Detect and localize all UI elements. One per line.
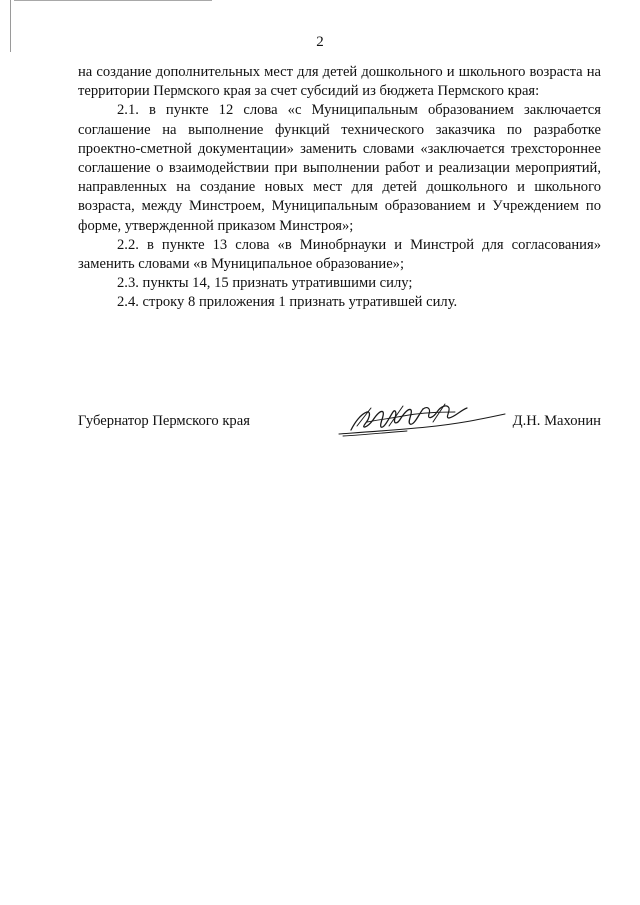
signatory-name: Д.Н. Махонин (512, 413, 601, 429)
paragraph-2-4: 2.4. строку 8 приложения 1 признать утратившей силу. (117, 294, 458, 311)
paragraph-2-1: 2.1. в пункте 12 слова «с Муниципальным образованием заключается соглашение на выполнение функций технического заказчика по разработке проектно-сметной документации» заменить словами «заключается трехстороннее соглашение о взаимодействии при выполнении работ и реализации мероприятий, направленных на создание новых мест для детей дошкольного и школьного возраста, между Минстроем, Муниципальным образованием и Учреждением по форме, утвержденной приказом Минстроя»; (78, 102, 601, 234)
paragraph-2-3: 2.3. пункты 14, 15 признать утратившими силу; (117, 275, 413, 292)
document-body (78, 63, 601, 313)
handwritten-signature (337, 400, 507, 444)
scan-edge-artifact (14, 0, 212, 1)
paragraph-continuation: на создание дополнительных мест для детей дошкольного и школьного возраста на территории Пермского края за счет субсидий из бюджета Пермского края: (78, 64, 601, 100)
page-number: 2 (316, 34, 324, 50)
signatory-title: Губернатор Пермского края (78, 413, 250, 429)
paragraph-2-2: 2.2. в пункте 13 слова «в Минобрнауки и Минстрой для согласования» заменить словами «в Муниципальное образование»; (78, 236, 601, 273)
signature-block (78, 400, 601, 450)
